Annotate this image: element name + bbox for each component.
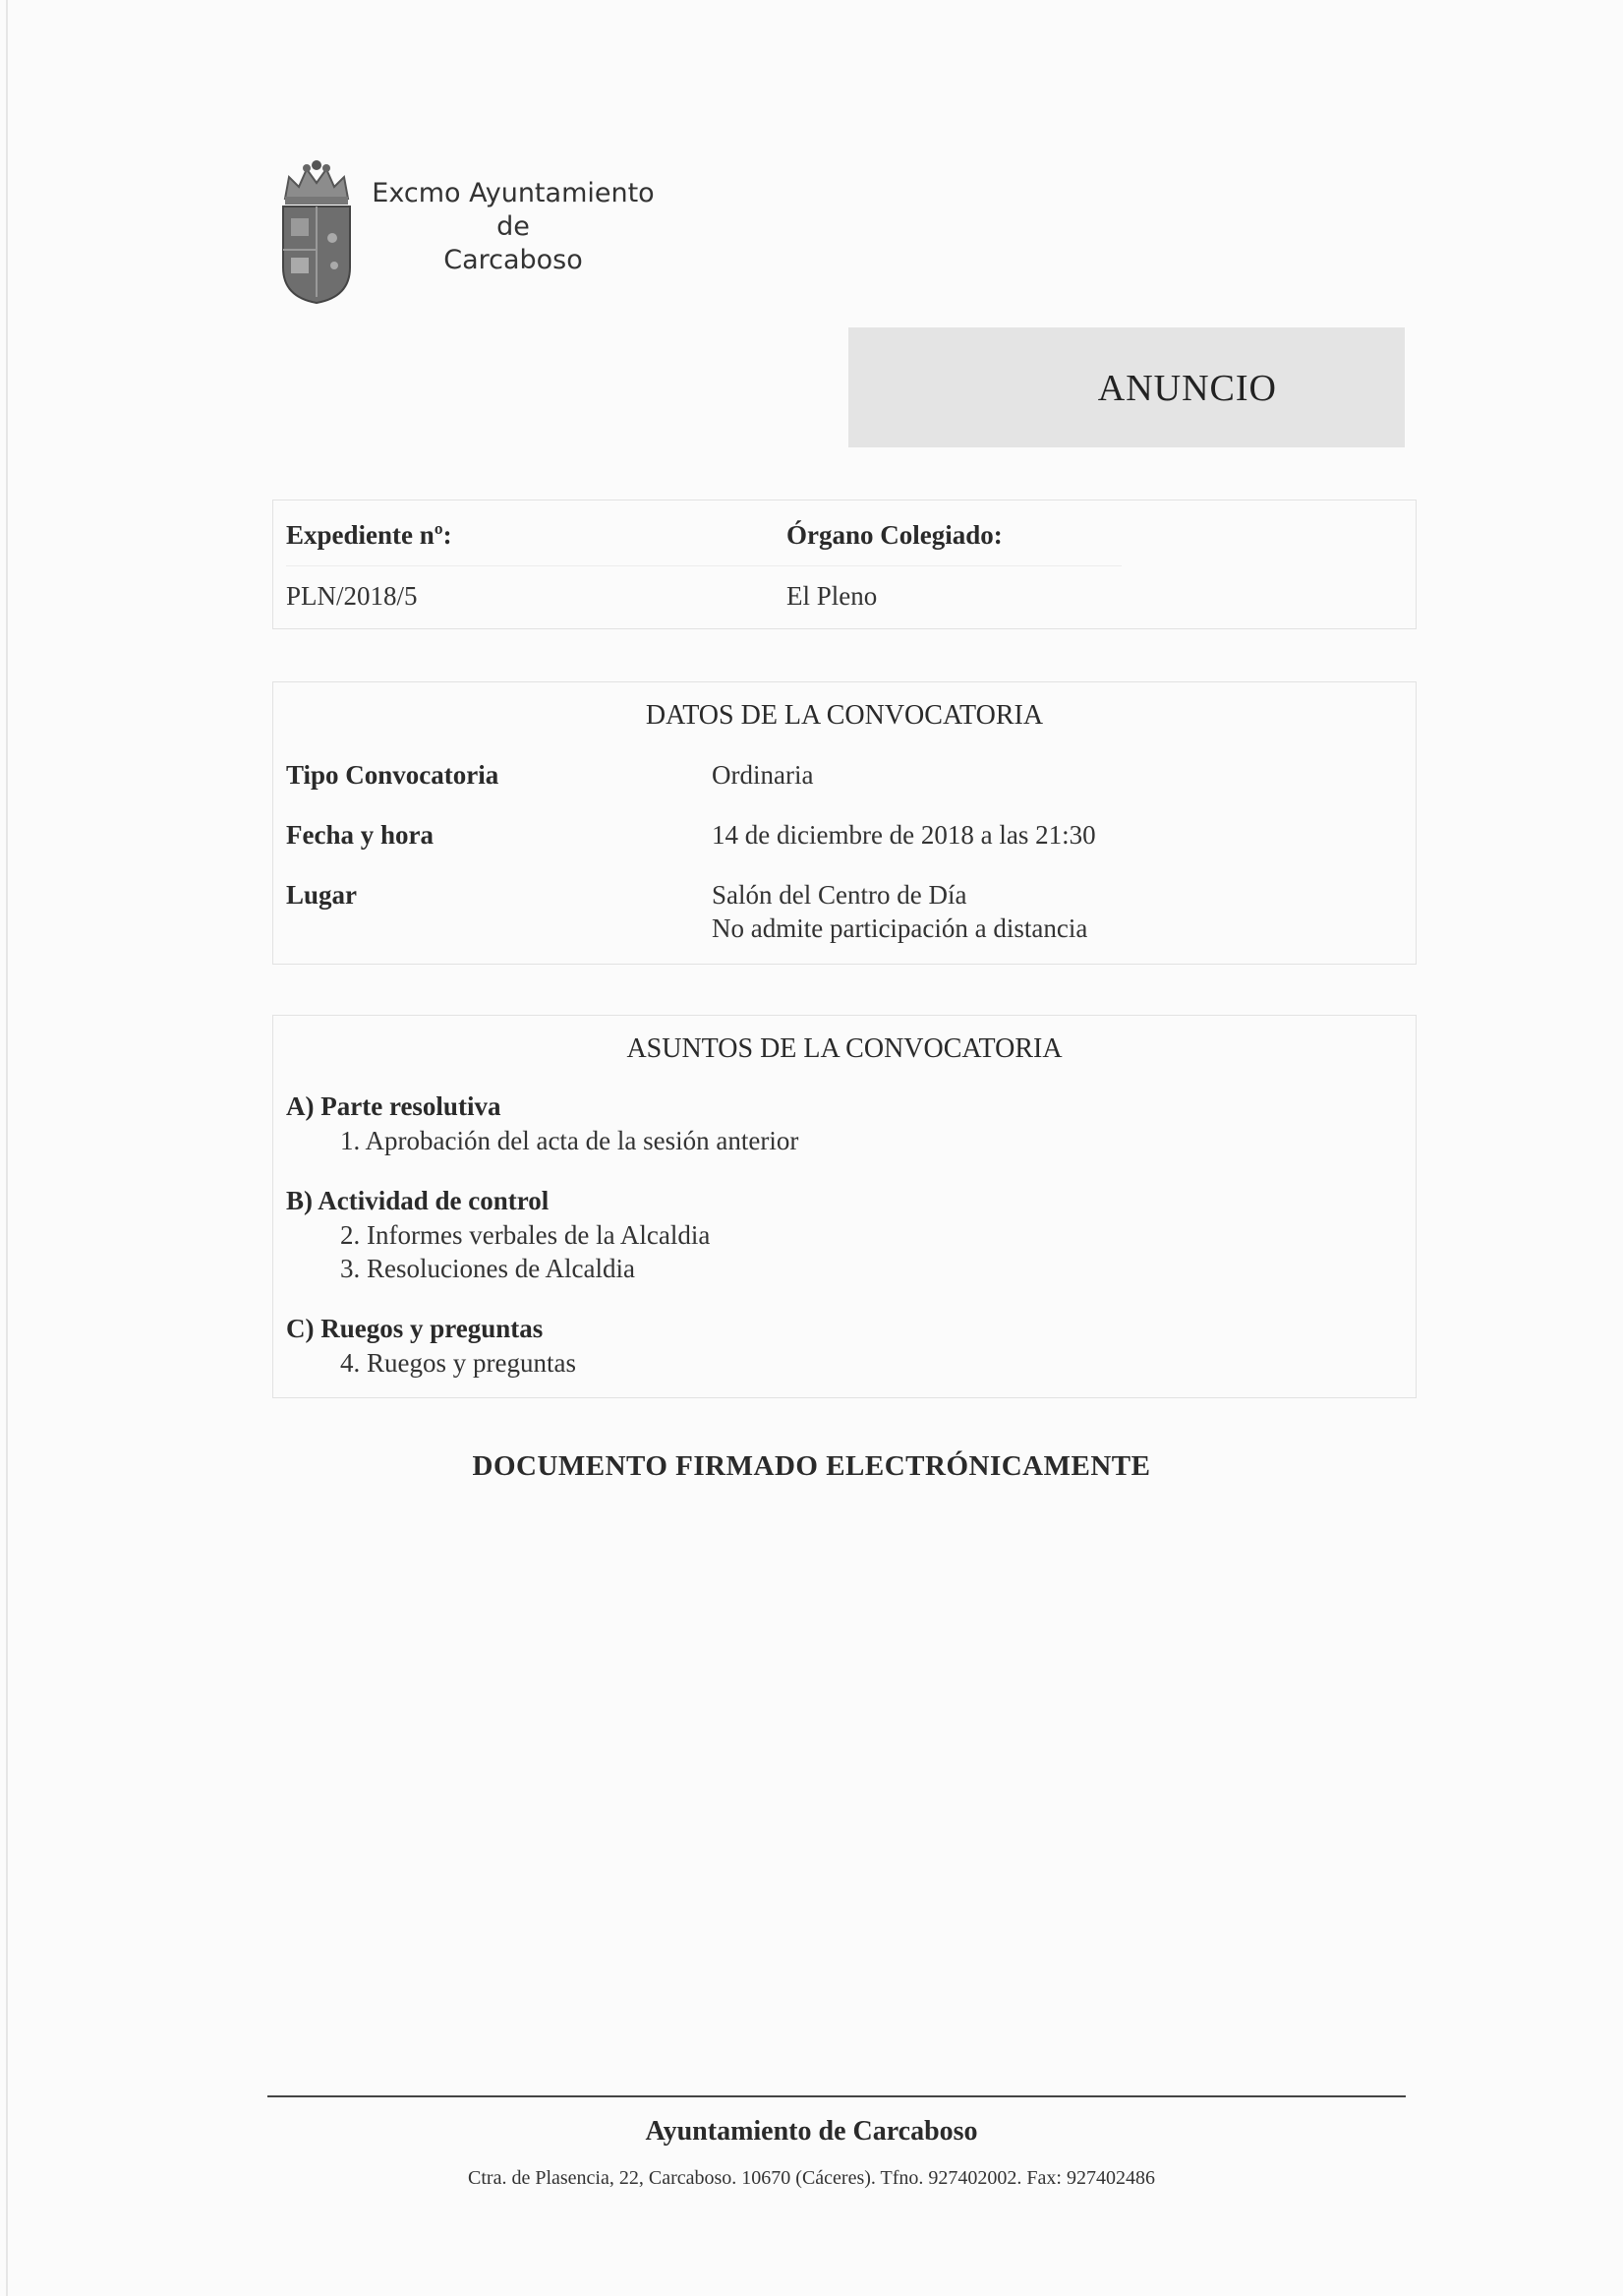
category-title: A) Parte resolutiva <box>286 1091 501 1121</box>
agenda-item: 2. Informes verbales de la Alcaldia <box>340 1220 711 1250</box>
footer-organization: Ayuntamiento de Carcaboso <box>645 2116 978 2147</box>
fecha-label: Fecha y hora <box>286 820 434 850</box>
datos-convocatoria-box <box>272 681 1417 965</box>
lugar-label: Lugar <box>286 880 358 910</box>
coat-of-arms-icon <box>277 159 356 305</box>
tipo-value: Ordinaria <box>712 760 814 790</box>
category-title: B) Actividad de control <box>286 1186 550 1215</box>
title-banner <box>848 327 1405 447</box>
asuntos-heading: ASUNTOS DE LA CONVOCATORIA <box>626 1033 1063 1064</box>
fecha-value: 14 de diciembre de 2018 a las 21:30 <box>712 820 1096 850</box>
tipo-label: Tipo Convocatoria <box>286 760 499 790</box>
org-line-1: Excmo Ayuntamiento <box>372 178 655 208</box>
lugar-value: Salón del Centro de Día <box>712 880 967 910</box>
page-edge <box>6 0 8 2296</box>
signature-notice: DOCUMENTO FIRMADO ELECTRÓNICAMENTE <box>472 1450 1151 1482</box>
organo-value: El Pleno <box>786 581 878 611</box>
expediente-label: Expediente nº: <box>286 520 452 550</box>
org-line-2: de <box>496 211 530 242</box>
document-title: ANUNCIO <box>1097 368 1277 409</box>
footer-address: Ctra. de Plasencia, 22, Carcaboso. 10670 (Cáceres). Tfno. 927402002. Fax: 927402486 <box>468 2167 1155 2189</box>
datos-heading: DATOS DE LA CONVOCATORIA <box>645 700 1044 731</box>
divider <box>286 565 1122 566</box>
footer-divider <box>267 2095 1406 2097</box>
organization-name <box>366 177 661 277</box>
agenda-item: 1. Aprobación del acta de la sesión anterior <box>340 1126 799 1155</box>
org-line-3: Carcaboso <box>443 245 583 275</box>
asuntos-convocatoria-box <box>272 1015 1417 1398</box>
organo-label: Órgano Colegiado: <box>786 520 1003 550</box>
lugar-note: No admite participación a distancia <box>712 913 1088 943</box>
agenda-item: 3. Resoluciones de Alcaldia <box>340 1254 635 1283</box>
expediente-value: PLN/2018/5 <box>286 581 418 611</box>
letterhead <box>277 157 729 305</box>
expediente-box <box>272 500 1417 629</box>
category-title: C) Ruegos y preguntas <box>286 1314 544 1343</box>
agenda-item: 4. Ruegos y preguntas <box>340 1348 576 1378</box>
